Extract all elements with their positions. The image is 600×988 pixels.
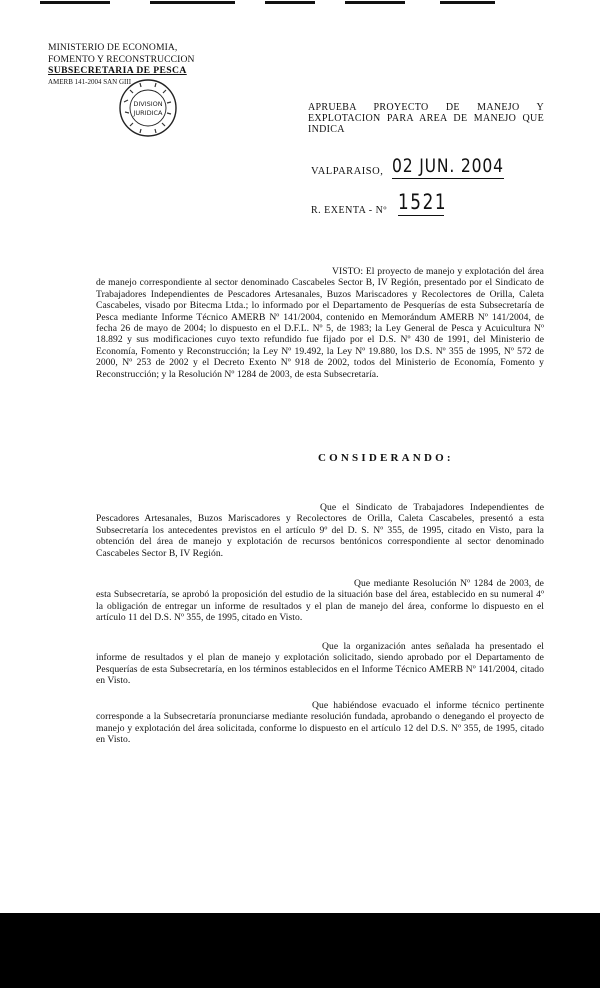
scan-top-edge-marks [0,0,600,6]
handwritten-resolution-number: 1521 [398,190,448,214]
considerando-3: Que la organización antes señalada ha presentado el informe de resultados y el plan de manejo y explotación solicitado, siendo aprobado por el Departamento de Pesquerías de esta Subsecretaría, en los términos establecidos en el Informe Técnico AMERB Nº 141/2004, citado en Visto. [96,641,544,687]
resolution-number-underline [398,215,444,216]
ministry-line-1: MINISTERIO DE ECONOMIA, [48,42,178,53]
reference-code: AMERB 141-2004 SAN GIII [48,77,132,86]
considerando-2: Que mediante Resolución Nº 1284 de 2003, de esta Subsecretaría, se aprobó la proposición del estudio de la situación base del área, establecido en su numeral 4º la obligación de entregar un informe de resultados y el plan de manejo del área, conforme lo dispuesto en el artículo 11 del D.S. Nº 355, de 1995, citado en Visto. [96,578,544,624]
ministry-line-2: FOMENTO Y RECONSTRUCCION [48,53,195,65]
considerando-1: Que el Sindicato de Trabajadores Independientes de Pescadores Artesanales, Buzos Mariscadores y Recolectores de Orilla, Caleta Cascabeles, presentó a esta Subsecretaría los antecedentes previstos en el artículo 9º del D. S. Nº 355, de 1995, citado en Visto, para la obtención del área de manejo y explotación de recursos bentónicos correspondiente al sector denominado Cascabeles Sector B, IV Región. [96,502,544,559]
visto-text: El proyecto de manejo y explotación del área de manejo correspondiente al sector denominado Cascabeles Sector B, IV Región, presentado por el Sindicato de Trabajadores Independientes de Pescadores Artesanales, Buzos Mariscadores y Recolectores de Orilla, Caleta Cascabeles, visado por Bitecma Ltda.; lo informado por el Departamento de Pesquerías de esta Subsecretaría de Pesca mediante Informe Técnico AMERB Nº 141/2004, contenido en Memorándum AMERB Nº 141/2004, de fecha 26 de mayo de 2004; lo dispuesto en el D.F.L. Nº 5, de 1983; la Ley General de Pesca y Acuicultura Nº 18.892 y sus modificaciones cuyo texto refundido fue fijado por el D.S. Nº 430 de 1991, del Ministerio de Economía, Fomento y Reconstrucción; la Ley Nº 19.492, la Ley Nº 19.880, los D.S. Nº 355 de 1995, Nº 572 de 2000, Nº 253 de 2002 y el Decreto Exento Nº 918 de 2002, todos del Ministerio de Economía, Fomento y Reconstrucción; y la Resolución Nº 1284 de 2003, de esta Subsecretaría. [96,266,544,380]
considerando-4: Que habiéndose evacuado el informe técnico pertinente corresponde a la Subsecretaría pronunciarse mediante resolución fundada, aprobando o denegando el proyecto de manejo y explotación del área solicitada, conforme lo dispuesto en el artículo 12 del D.S. Nº 355, de 1995, citado en Visto. [96,700,544,746]
resolution-subject: APRUEBA PROYECTO DE MANEJO Y EXPLOTACION PARA AREA DE MANEJO QUE INDICA [308,102,544,135]
scan-bottom-black-border [0,913,600,988]
seal-text-juridica: JURIDICA [133,109,163,117]
division-juridica-seal-icon [118,78,178,138]
date-underline [392,178,504,179]
handwritten-date: 02 JUN. 2004 [392,155,504,177]
dateline-city: VALPARAISO, [311,166,384,177]
visto-label: VISTO: [332,266,364,277]
resolution-label: R. EXENTA - Nº [311,205,387,216]
visto-paragraph [96,266,544,380]
subsecretaria-line: SUBSECRETARIA DE PESCA [48,65,187,76]
seal-text-division: DIVISION [133,100,163,108]
considerando-heading: CONSIDERANDO: [318,452,454,464]
